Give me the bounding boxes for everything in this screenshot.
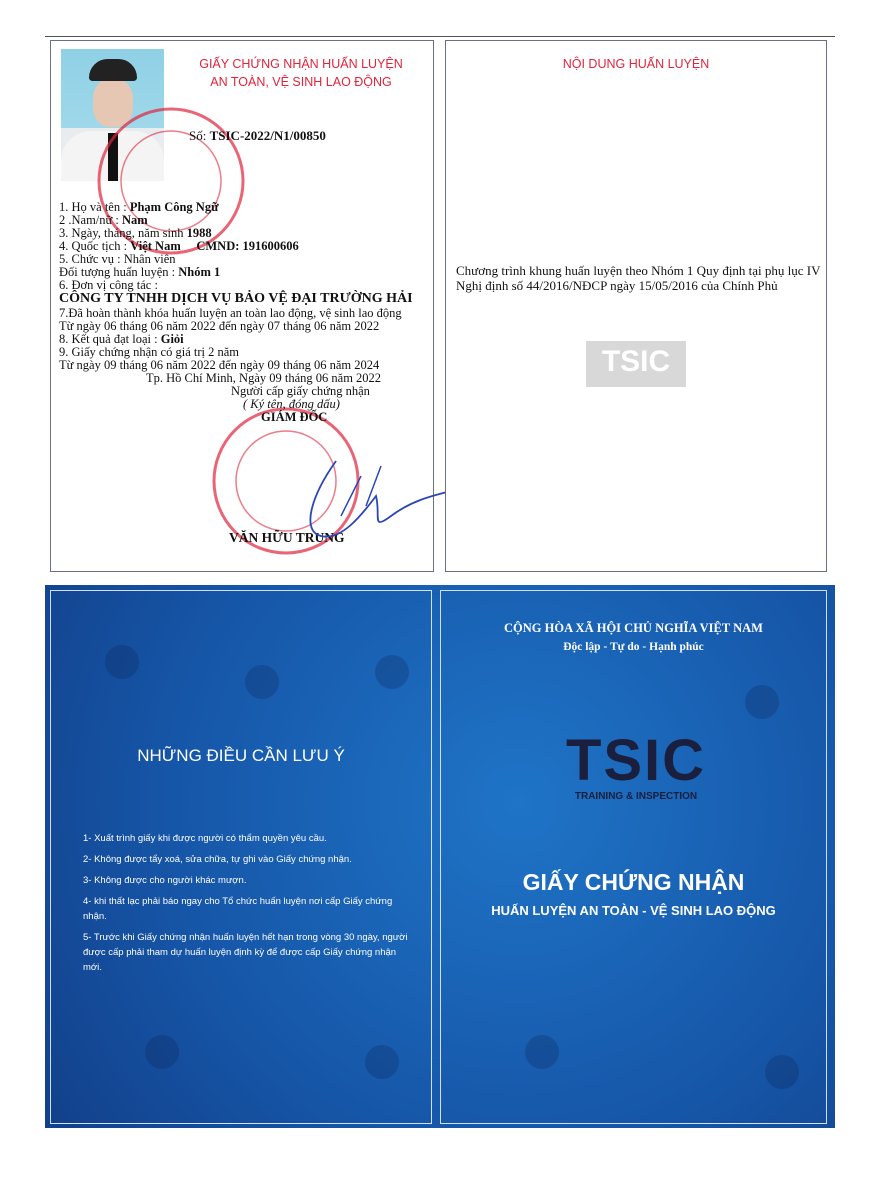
note-item: 5- Trước khi Giấy chứng nhận huấn luyện hết hạn trong vòng 30 ngày, người được cấp phải tham dự huấn luyện định kỳ để được cấp Giấy chứng nhận mới.: [83, 932, 408, 973]
issuer-label: Người cấp giấy chứng nhận: [231, 384, 370, 398]
item-7-dates: Từ ngày 06 tháng 06 năm 2022 đến ngày 07 tháng 06 năm 2022: [59, 319, 380, 333]
certificate-title-1: GIẤY CHỨNG NHẬN HUẤN LUYỆN: [199, 57, 403, 71]
national-motto: Độc lập - Tự do - Hạnh phúc: [563, 641, 704, 653]
nationality-value: Việt Nam: [130, 239, 181, 253]
tsic-watermark: TSIC: [586, 341, 686, 387]
birth-label: 3. Ngày, tháng, năm sinh: [59, 226, 184, 240]
note-item: 3- Không được cho người khác mượn.: [83, 875, 247, 886]
item-7: 7.Đã hoàn thành khóa huấn luyện an toàn lao động, vệ sinh lao động: [59, 306, 402, 320]
place-date: Tp. Hồ Chí Minh, Ngày 09 tháng 06 năm 2022: [146, 371, 382, 385]
number-label: Số:: [189, 128, 207, 143]
logo-text: TSIC: [565, 728, 707, 793]
training-content-text: Chương trình khung huấn luyện theo Nhóm 1 Quy định tại phụ lục IV Nghị định số 44/2016/NĐCP ngày 15/05/2016 của Chính Phủ: [456, 263, 821, 293]
gender-value: Nam: [122, 213, 148, 227]
id-number: CMND: 191600606: [196, 239, 299, 253]
result-label: 8. Kết quả đạt loại :: [59, 332, 158, 346]
name-label: 1. Họ và tên :: [59, 200, 127, 214]
cover-panel: [440, 590, 827, 1124]
certificate-inner-right: [445, 40, 827, 572]
note-item: 1- Xuất trình giấy khi được người có thẩm quyền yêu cầu.: [83, 833, 327, 844]
nation-name: CỘNG HÒA XÃ HỘI CHỦ NGHĨA VIỆT NAM: [504, 621, 763, 635]
notes-title: NHỮNG ĐIỀU CẦN LƯU Ý: [137, 746, 345, 765]
sign-note: ( Ký tên, đóng dấu): [243, 397, 340, 411]
cover-subtitle: HUẤN LUYỆN AN TOÀN - VỆ SINH LAO ĐỘNG: [491, 903, 776, 918]
training-content-title: NỘI DUNG HUẤN LUYỆN: [562, 57, 710, 71]
certificate-number: TSIC-2022/N1/00850: [209, 128, 326, 143]
tsic-logo: [551, 728, 721, 802]
note-item: 2- Không được tẩy xoá, sửa chữa, tự ghi vào Giấy chứng nhận.: [83, 854, 352, 865]
signer-name: VĂN HỮU TRUNG: [229, 530, 345, 545]
nationality-label: 4. Quốc tịch :: [59, 239, 128, 253]
group-label: Đối tượng huấn luyện :: [59, 265, 176, 279]
director-title: GIÁM ĐỐC: [261, 410, 328, 424]
birth-value: 1988: [186, 226, 212, 240]
certificate-title-2: AN TOÀN, VỆ SINH LAO ĐỘNG: [210, 75, 392, 89]
note-item: 4- khi thất lạc phải báo ngay cho Tổ chức huấn luyện nơi cấp Giấy chứng nhận.: [83, 896, 393, 922]
notes-panel: [50, 590, 432, 1124]
logo-subtitle: TRAINING & INSPECTION: [574, 791, 698, 802]
cover-title: GIẤY CHỨNG NHẬN: [522, 869, 745, 895]
item-9: 9. Giấy chứng nhận có giá trị 2 năm: [59, 345, 239, 359]
group-value: Nhóm 1: [178, 265, 221, 279]
workplace-label: 6. Đơn vị công tác :: [59, 278, 158, 292]
scan-top-line: [45, 36, 835, 37]
red-stamp-bottom: [206, 401, 376, 571]
gender-label: 2 .Nam/nữ :: [59, 213, 119, 227]
name-value: Phạm Công Ngữ: [129, 200, 219, 214]
position-label: 5. Chức vụ :: [59, 252, 121, 266]
position-value: Nhân viên: [123, 252, 176, 266]
certificate-inner-left: [50, 40, 434, 572]
certificate-cover: [45, 585, 835, 1128]
company-name: CÔNG TY TNHH DỊCH VỤ BẢO VỆ ĐẠI TRƯỜNG HẢI: [59, 291, 413, 306]
result-value: Giỏi: [160, 332, 184, 346]
item-9-dates: Từ ngày 09 tháng 06 năm 2022 đến ngày 09 tháng 06 năm 2024: [59, 358, 380, 372]
holder-photo: [61, 49, 164, 181]
